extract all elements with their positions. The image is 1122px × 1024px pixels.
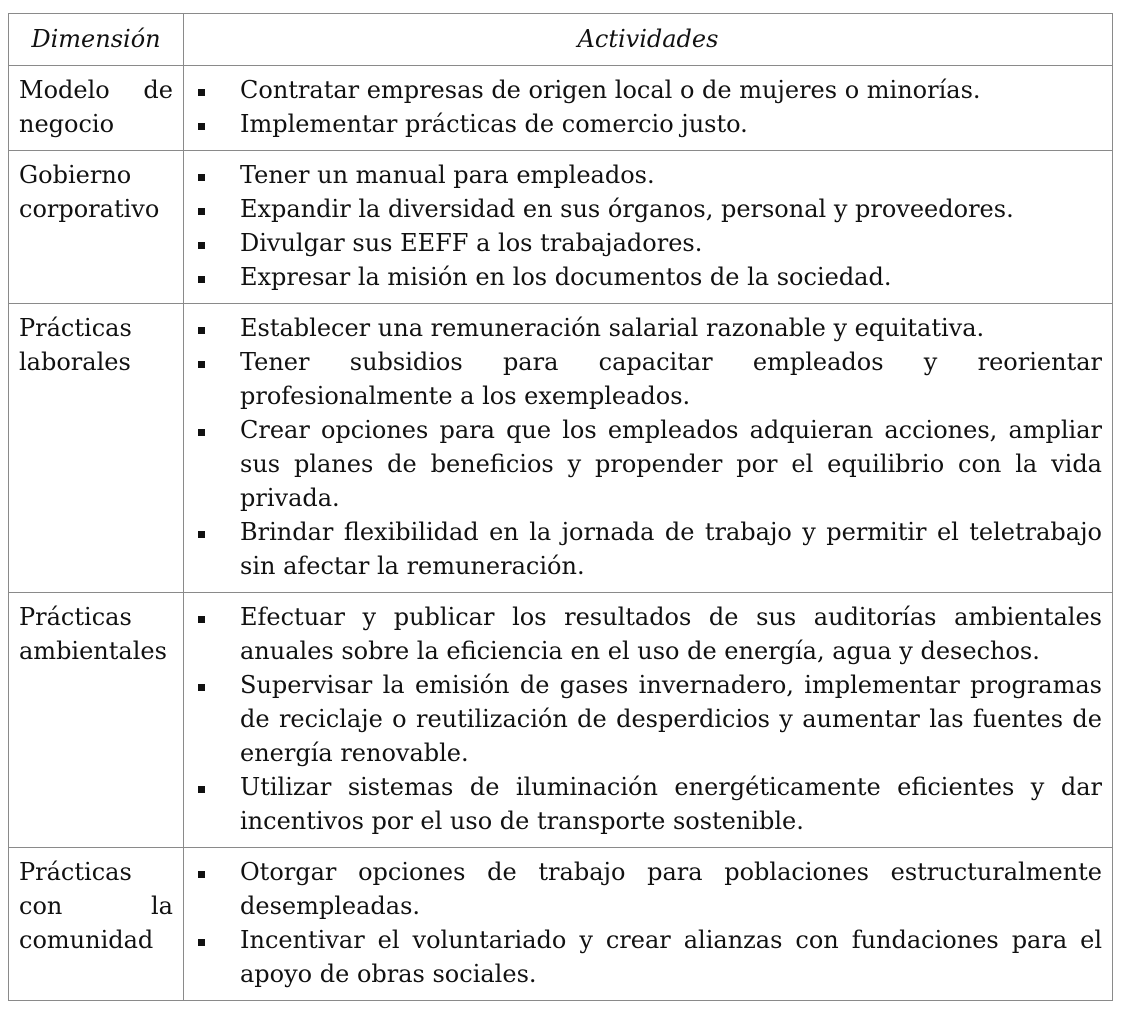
table-row [9,593,1113,848]
activity-item: Contratar empresas de origen local o de mujeres o minorías. [196,73,1102,107]
activity-item: Brindar flexibilidad en la jornada de trabajo y permitir el teletrabajo sin afectar la remuneración. [196,515,1102,583]
dimension-cell: Prácticas laborales [9,304,184,593]
activities-cell [184,151,1113,304]
activities-cell [184,593,1113,848]
activities-list [196,311,1102,583]
activities-list [196,158,1102,294]
header-row [9,14,1113,66]
activities-list [196,855,1102,991]
dimension-header: Dimensión [9,14,184,66]
table-row [9,66,1113,151]
activity-item: Utilizar sistemas de iluminación energéticamente eficientes y dar incentivos por el uso de transporte sostenible. [196,770,1102,838]
activities-cell [184,848,1113,1001]
activities-list [196,600,1102,838]
activity-item: Otorgar opciones de trabajo para poblaciones estructuralmente desempleadas. [196,855,1102,923]
activity-item: Establecer una remuneración salarial razonable y equitativa. [196,311,1102,345]
dimension-cell: Modelo de negocio [9,66,184,151]
table-row [9,151,1113,304]
activity-item: Tener un manual para empleados. [196,158,1102,192]
activity-item: Supervisar la emisión de gases invernadero, implementar programas de reciclaje o reutilización de desperdicios y aumentar las fuentes de energía renovable. [196,668,1102,770]
dimension-cell: Gobierno corporativo [9,151,184,304]
activities-cell [184,304,1113,593]
activities-header: Actividades [184,14,1113,66]
activity-item: Expandir la diversidad en sus órganos, personal y proveedores. [196,192,1102,226]
dimension-cell: Prácticas ambientales [9,593,184,848]
activity-item: Tener subsidios para capacitar empleados y reorientar profesionalmente a los exempleados. [196,345,1102,413]
activity-item: Crear opciones para que los empleados adquieran acciones, ampliar sus planes de beneficios y propender por el equilibrio con la vida privada. [196,413,1102,515]
activities-table [8,13,1113,1001]
dimension-cell: Prácticas con la comunidad [9,848,184,1001]
table-row [9,848,1113,1001]
activity-item: Expresar la misión en los documentos de la sociedad. [196,260,1102,294]
activity-item: Efectuar y publicar los resultados de sus auditorías ambientales anuales sobre la eficiencia en el uso de energía, agua y desechos. [196,600,1102,668]
activity-item: Divulgar sus EEFF a los trabajadores. [196,226,1102,260]
activities-list [196,73,1102,141]
activity-item: Implementar prácticas de comercio justo. [196,107,1102,141]
table-row [9,304,1113,593]
activities-cell [184,66,1113,151]
activity-item: Incentivar el voluntariado y crear alianzas con fundaciones para el apoyo de obras sociales. [196,923,1102,991]
